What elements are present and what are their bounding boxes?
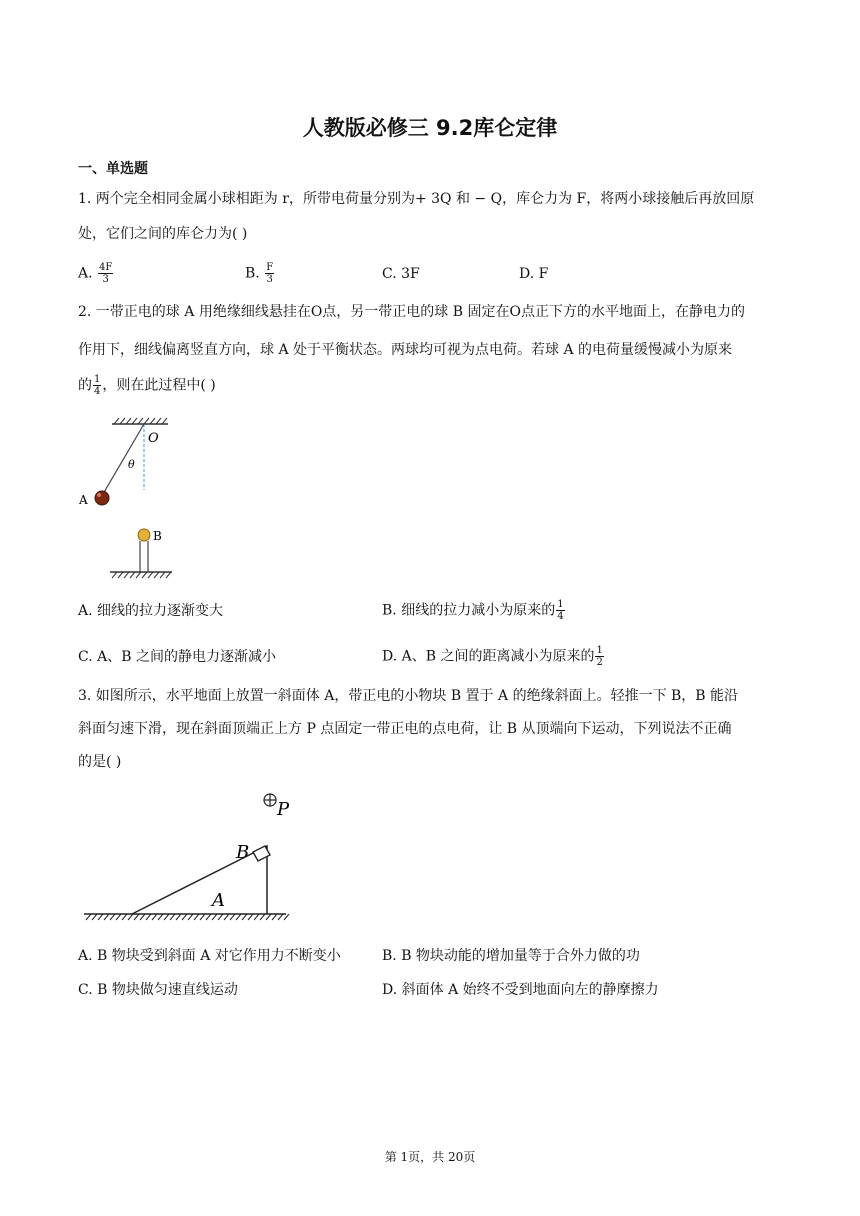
q2-figure-label-a: A <box>79 493 88 507</box>
ground-hatch-line <box>116 914 121 920</box>
ground-hatch-line <box>218 914 223 920</box>
ground-hatch-line <box>200 914 205 920</box>
q2-option-b-fraction <box>556 599 564 622</box>
q3-figure-label-a: A <box>212 890 225 911</box>
q2-option-d-prefix: D. A、B 之间的距离减小为原来的 <box>382 648 595 665</box>
q1-option-d[interactable]: D. F <box>519 266 549 282</box>
q1-option-a-denominator: 3 <box>102 274 109 285</box>
q3-option-a[interactable]: A. B 物块受到斜面 A 对它作用力不断变小 <box>78 948 341 964</box>
ground-hatch-line <box>158 914 163 920</box>
page-title: 人教版必修三 9.2库仑定律 <box>302 116 558 140</box>
ground-hatch-line <box>134 914 139 920</box>
q1-option-b-fraction <box>265 262 274 285</box>
ground-hatch-line <box>176 914 181 920</box>
q1-line-1: 1. 两个完全相同金属小球相距为 r，所带电荷量分别为+ 3Q 和 − Q，库仑力为 F，将两小球接触后再放回原 <box>78 191 755 207</box>
q2-line-3-prefix: 的 <box>78 377 92 394</box>
ground-hatch-line <box>194 914 199 920</box>
ground-hatch-line <box>128 914 133 920</box>
ground-hatch-line <box>206 914 211 920</box>
q1-option-a-fraction <box>98 262 113 285</box>
q2-option-d[interactable] <box>382 645 605 668</box>
ground-hatch-line <box>92 914 97 920</box>
q2-line-3-numerator: 1 <box>94 374 101 385</box>
q2-option-b-denominator: 4 <box>557 611 564 622</box>
page-footer: 第 1页，共 20页 <box>384 1150 476 1164</box>
q3-option-c[interactable]: C. B 物块做匀速直线运动 <box>78 982 238 998</box>
ground-hatch-line <box>182 914 187 920</box>
ground-hatch-line <box>104 914 109 920</box>
ground-hatch-line <box>230 914 235 920</box>
q1-option-b-numerator: F <box>266 262 274 273</box>
ground-hatch-line <box>278 914 283 920</box>
ground-hatch-line <box>110 914 115 920</box>
q2-option-d-fraction <box>595 645 603 668</box>
q3-line-2: 斜面匀速下滑，现在斜面顶端正上方 P 点固定一带正电的点电荷，让 B 从顶端向下运动，下列说法不正确 <box>78 721 732 737</box>
q2-line-1: 2. 一带正电的球 A 用绝缘细线悬挂在O点，另一带正电的球 B 固定在O点正下方的水平地面上，在静电力的 <box>78 304 745 320</box>
ground-hatch-line <box>140 914 145 920</box>
q2-option-a[interactable]: A. 细线的拉力逐渐变大 <box>78 603 224 619</box>
ground-hatch-line <box>248 914 253 920</box>
q2-option-b-prefix: B. 细线的拉力减小为原来的 <box>382 602 556 619</box>
q2-figure-label-theta: θ <box>128 458 135 471</box>
ground-hatch-line <box>86 914 91 920</box>
q1-option-a[interactable] <box>78 262 114 285</box>
q3-option-d[interactable]: D. 斜面体 A 始终不受到地面向左的静摩擦力 <box>382 982 659 998</box>
ground-hatch-line <box>254 914 259 920</box>
ground-hatch-line <box>170 914 175 920</box>
q3-line-1: 3. 如图所示，水平地面上放置一斜面体 A，带正电的小物块 B 置于 A 的绝缘斜面上。轻推一下 B，B 能沿 <box>78 688 739 704</box>
ground-hatch-line <box>122 914 127 920</box>
q3-line-3: 的是( ) <box>78 754 122 770</box>
q3-figure-label-p: P <box>277 799 290 820</box>
q2-option-d-denominator: 2 <box>596 657 603 668</box>
q1-option-b[interactable] <box>245 262 275 285</box>
q3-option-b[interactable]: B. B 物块动能的增加量等于合外力做的功 <box>382 948 640 964</box>
q2-figure-pendulum <box>76 414 176 584</box>
ground-hatch-line <box>98 914 103 920</box>
q2-option-b[interactable] <box>382 599 566 622</box>
ground-hatch-line <box>236 914 241 920</box>
ground-hatch-line <box>212 914 217 920</box>
q2-line-3 <box>78 374 216 397</box>
ground-hatch-line <box>266 914 271 920</box>
q1-line-2: 处，它们之间的库仑力为( ) <box>78 226 248 242</box>
q2-line-3-fraction <box>93 374 101 397</box>
q1-option-b-denominator: 3 <box>266 274 273 285</box>
ground-hatch-line <box>260 914 265 920</box>
section-heading: 一、单选题 <box>78 161 148 177</box>
ground-hatch-line <box>284 914 289 920</box>
ground-hatch-line <box>146 914 151 920</box>
q2-option-c[interactable]: C. A、B 之间的静电力逐渐减小 <box>78 649 276 665</box>
ground-hatch-line <box>152 914 157 920</box>
q2-option-d-numerator: 1 <box>596 645 603 656</box>
q1-option-c[interactable]: C. 3F <box>382 266 420 282</box>
ground-hatch-line <box>188 914 193 920</box>
q3-figure-incline <box>82 790 292 930</box>
q2-figure-label-b: B <box>153 529 162 543</box>
q3-figure-label-b: B <box>236 842 250 863</box>
q1-option-b-prefix: B. <box>245 265 265 282</box>
q2-line-3-denominator: 4 <box>94 386 101 397</box>
q2-figure-label-o: O <box>148 431 159 446</box>
ground-hatch-line <box>272 914 277 920</box>
ground-hatch-line <box>164 914 169 920</box>
q1-option-a-prefix: A. <box>78 265 98 282</box>
ground-hatch-line <box>224 914 229 920</box>
q2-line-2: 作用下，细线偏离竖直方向，球 A 处于平衡状态。两球均可视为点电荷。若球 A 的电荷量缓慢减小为原来 <box>78 342 733 358</box>
ground-hatch-line <box>242 914 247 920</box>
q2-line-3-suffix: ，则在此过程中( ) <box>102 377 216 394</box>
q1-option-a-numerator: 4F <box>99 262 113 273</box>
q2-option-b-numerator: 1 <box>557 599 564 610</box>
